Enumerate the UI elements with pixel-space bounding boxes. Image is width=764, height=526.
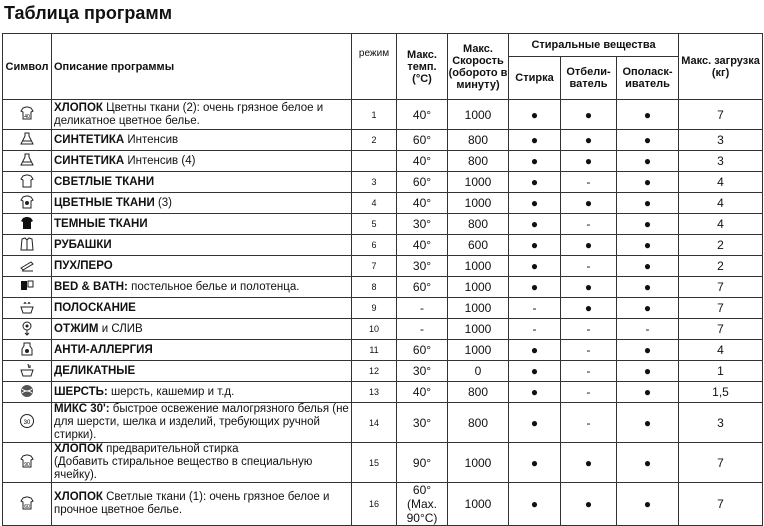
symbol-cell bbox=[3, 172, 52, 193]
load-cell: 3 bbox=[679, 151, 763, 172]
program-description: постельное белье и полотенца. bbox=[127, 280, 300, 293]
load-cell: 4 bbox=[679, 193, 763, 214]
temp-value: 40° bbox=[412, 196, 432, 210]
bleach-cell: - bbox=[561, 214, 617, 235]
svg-text:30: 30 bbox=[23, 420, 31, 426]
speed-cell: 800 bbox=[448, 403, 509, 443]
mode-cell: 15 bbox=[352, 443, 397, 483]
mix-30-icon bbox=[19, 413, 35, 429]
soft-cell: ● bbox=[617, 298, 679, 319]
temp-cell bbox=[397, 214, 448, 235]
symbol-cell bbox=[3, 319, 52, 340]
load-cell: 4 bbox=[679, 214, 763, 235]
bleach-cell: ● bbox=[561, 151, 617, 172]
description-cell bbox=[52, 483, 352, 526]
bleach-cell: - bbox=[561, 403, 617, 443]
speed-cell: 1000 bbox=[448, 319, 509, 340]
temp-value: 30° bbox=[412, 415, 432, 430]
temp-value: - bbox=[420, 301, 424, 315]
programs-table bbox=[2, 33, 763, 526]
program-name: ХЛОПОК bbox=[54, 101, 103, 114]
description-cell bbox=[52, 172, 352, 193]
header-description: Описание программы bbox=[52, 34, 352, 100]
load-cell: 3 bbox=[679, 403, 763, 443]
dark-fabrics-icon bbox=[19, 215, 35, 231]
soft-cell: ● bbox=[617, 277, 679, 298]
symbol-cell bbox=[3, 361, 52, 382]
program-name: ХЛОПОК bbox=[54, 443, 103, 455]
speed-cell: 1000 bbox=[448, 298, 509, 319]
temp-value: 30° bbox=[412, 259, 432, 273]
mode-cell: 11 bbox=[352, 340, 397, 361]
bleach-cell: - bbox=[561, 172, 617, 193]
rinse-icon bbox=[19, 299, 35, 315]
speed-cell: 1000 bbox=[448, 100, 509, 130]
symbol-cell bbox=[3, 483, 52, 526]
symbol-cell bbox=[3, 443, 52, 483]
program-description: Интенсив (4) bbox=[124, 154, 196, 167]
soft-cell: ● bbox=[617, 235, 679, 256]
program-description: Интенсив bbox=[124, 133, 179, 146]
synthetic-icon bbox=[19, 152, 35, 168]
delicates-icon bbox=[19, 362, 35, 378]
temp-cell bbox=[397, 151, 448, 172]
soft-cell: ● bbox=[617, 151, 679, 172]
table-row bbox=[3, 172, 763, 193]
temp-value: 40° bbox=[412, 238, 432, 252]
mode-cell: 12 bbox=[352, 361, 397, 382]
mode-cell: 8 bbox=[352, 277, 397, 298]
description-cell bbox=[52, 298, 352, 319]
header-bleach: Отбели-ватель bbox=[561, 57, 617, 100]
program-description: предварительной стирка bbox=[102, 443, 239, 455]
colored-fabrics-icon bbox=[19, 194, 35, 210]
bleach-cell: - bbox=[561, 319, 617, 340]
description-cell bbox=[52, 340, 352, 361]
table-row bbox=[3, 256, 763, 277]
soft-cell: ● bbox=[617, 382, 679, 403]
temp-cell bbox=[397, 382, 448, 403]
program-name: СИНТЕТИКА bbox=[54, 133, 125, 146]
mode-cell: 3 bbox=[352, 172, 397, 193]
table-row bbox=[3, 319, 763, 340]
speed-cell: 1000 bbox=[448, 483, 509, 526]
mode-cell: 4 bbox=[352, 193, 397, 214]
description-cell bbox=[52, 443, 352, 483]
mode-cell: 9 bbox=[352, 298, 397, 319]
load-cell: 4 bbox=[679, 172, 763, 193]
speed-cell: 800 bbox=[448, 151, 509, 172]
program-name: ШЕРСТЬ: bbox=[54, 385, 108, 398]
table-row bbox=[3, 214, 763, 235]
table-row bbox=[3, 443, 763, 483]
table-row bbox=[3, 151, 763, 172]
table-row bbox=[3, 235, 763, 256]
bleach-cell: - bbox=[561, 361, 617, 382]
symbol-cell bbox=[3, 277, 52, 298]
temp-cell bbox=[397, 403, 448, 443]
temp-cell bbox=[397, 340, 448, 361]
bleach-cell: ● bbox=[561, 277, 617, 298]
temp-value: 60° bbox=[412, 133, 432, 147]
table-row bbox=[3, 100, 763, 130]
header-softener: Ополаск-иватель bbox=[617, 57, 679, 100]
wash-cell: ● bbox=[509, 361, 561, 382]
description-cell bbox=[52, 277, 352, 298]
speed-cell: 600 bbox=[448, 235, 509, 256]
anti-allergy-icon bbox=[19, 341, 35, 357]
header-wash: Стирка bbox=[509, 57, 561, 100]
bleach-cell: ● bbox=[561, 193, 617, 214]
temp-cell bbox=[397, 298, 448, 319]
program-name: МИКС 30': bbox=[54, 403, 110, 415]
temp-cell bbox=[397, 277, 448, 298]
soft-cell: ● bbox=[617, 214, 679, 235]
program-name: СВЕТЛЫЕ ТКАНИ bbox=[54, 175, 155, 188]
program-name: ЦВЕТНЫЕ ТКАНИ bbox=[54, 196, 155, 209]
program-description: Цветны ткани (2): очень грязное белое и деликатное цветное белье. bbox=[54, 101, 324, 127]
wash-cell: ● bbox=[509, 483, 561, 526]
soft-cell: ● bbox=[617, 340, 679, 361]
svg-text:60: 60 bbox=[24, 503, 30, 510]
temp-value: 30° bbox=[412, 364, 432, 378]
load-cell: 1 bbox=[679, 361, 763, 382]
program-description: шерсть, кашемир и т.д. bbox=[107, 385, 235, 398]
wash-cell: ● bbox=[509, 151, 561, 172]
soft-cell: ● bbox=[617, 361, 679, 382]
mode-cell: 14 bbox=[352, 403, 397, 443]
mode-cell: 10 bbox=[352, 319, 397, 340]
svg-text:90: 90 bbox=[24, 462, 30, 468]
load-cell: 4 bbox=[679, 340, 763, 361]
temp-value: 60° bbox=[412, 175, 432, 189]
speed-cell: 1000 bbox=[448, 172, 509, 193]
svg-text:40: 40 bbox=[24, 114, 30, 120]
speed-cell: 1000 bbox=[448, 256, 509, 277]
table-row bbox=[3, 403, 763, 443]
bleach-cell: ● bbox=[561, 100, 617, 130]
table-row bbox=[3, 483, 763, 526]
description-cell bbox=[52, 403, 352, 443]
symbol-cell bbox=[3, 340, 52, 361]
table-row bbox=[3, 361, 763, 382]
bleach-cell: - bbox=[561, 382, 617, 403]
description-cell bbox=[52, 319, 352, 340]
program-description: быстрое освежение малогрязного белья (не для шерсти, шелка и изделий, требующих ручной стирки). bbox=[54, 403, 349, 441]
temp-cell bbox=[397, 256, 448, 277]
program-name: ТЕМНЫЕ ТКАНИ bbox=[54, 217, 148, 230]
temp-cell bbox=[397, 235, 448, 256]
mode-cell: 1 bbox=[352, 100, 397, 130]
mode-cell: 2 bbox=[352, 130, 397, 151]
wool-icon bbox=[19, 383, 35, 399]
header-max-speed: Макс. Скорость (оборото в минуту) bbox=[448, 34, 509, 100]
speed-cell: 1000 bbox=[448, 193, 509, 214]
program-name: ДЕЛИКАТНЫЕ bbox=[54, 364, 136, 377]
temp-cell bbox=[397, 100, 448, 130]
wash-cell: ● bbox=[509, 193, 561, 214]
soft-cell: ● bbox=[617, 172, 679, 193]
temp-value: 30° bbox=[412, 217, 432, 231]
wash-cell: - bbox=[509, 319, 561, 340]
description-cell bbox=[52, 361, 352, 382]
header-mode: режим bbox=[352, 34, 397, 100]
temp-value: 40° bbox=[412, 154, 432, 168]
temp-value: - bbox=[420, 322, 424, 336]
wash-cell: ● bbox=[509, 340, 561, 361]
soft-cell: ● bbox=[617, 403, 679, 443]
description-cell bbox=[52, 100, 352, 130]
load-cell: 2 bbox=[679, 256, 763, 277]
soft-cell: ● bbox=[617, 100, 679, 130]
temp-cell bbox=[397, 172, 448, 193]
program-name: ПОЛОСКАНИЕ bbox=[54, 301, 136, 314]
program-name: ХЛОПОК bbox=[54, 491, 103, 503]
program-description: (3) bbox=[154, 196, 172, 209]
load-cell: 7 bbox=[679, 277, 763, 298]
temp-cell bbox=[397, 319, 448, 340]
cotton-40-icon bbox=[19, 105, 35, 121]
bed-bath-icon bbox=[19, 278, 35, 294]
table-row bbox=[3, 340, 763, 361]
symbol-cell bbox=[3, 130, 52, 151]
wash-cell: ● bbox=[509, 214, 561, 235]
speed-cell: 800 bbox=[448, 382, 509, 403]
program-name: ОТЖИМ bbox=[54, 322, 99, 335]
program-name: РУБАШКИ bbox=[54, 238, 112, 251]
description-cell bbox=[52, 130, 352, 151]
speed-cell: 1000 bbox=[448, 277, 509, 298]
bleach-cell: - bbox=[561, 340, 617, 361]
description-cell bbox=[52, 193, 352, 214]
description-cell bbox=[52, 214, 352, 235]
program-name: АНТИ-АЛЛЕРГИЯ bbox=[54, 343, 153, 356]
synthetic-icon bbox=[19, 131, 35, 147]
load-cell: 2 bbox=[679, 235, 763, 256]
wash-cell: ● bbox=[509, 256, 561, 277]
bleach-cell: ● bbox=[561, 235, 617, 256]
page-title: Таблица программ bbox=[4, 3, 173, 23]
cotton-prewash-icon bbox=[19, 453, 35, 469]
bleach-cell: - bbox=[561, 256, 617, 277]
load-cell: 7 bbox=[679, 483, 763, 526]
load-cell: 7 bbox=[679, 319, 763, 340]
table-row bbox=[3, 277, 763, 298]
wash-cell: ● bbox=[509, 130, 561, 151]
soft-cell: ● bbox=[617, 130, 679, 151]
mode-cell: 13 bbox=[352, 382, 397, 403]
mode-cell bbox=[352, 151, 397, 172]
program-name: BED & BATH: bbox=[54, 280, 128, 293]
light-fabrics-icon bbox=[19, 173, 35, 189]
shirts-icon bbox=[19, 236, 35, 252]
header-symbol: Символ bbox=[3, 34, 52, 100]
description-cell bbox=[52, 382, 352, 403]
symbol-cell bbox=[3, 298, 52, 319]
temp-note: (Max. 90°C) bbox=[406, 497, 438, 525]
wash-cell: ● bbox=[509, 100, 561, 130]
soft-cell: ● bbox=[617, 256, 679, 277]
wash-cell: ● bbox=[509, 235, 561, 256]
temp-value: 40° bbox=[412, 385, 432, 399]
symbol-cell bbox=[3, 100, 52, 130]
temp-value: 40° bbox=[412, 107, 432, 122]
bleach-cell: ● bbox=[561, 298, 617, 319]
symbol-cell bbox=[3, 235, 52, 256]
table-row bbox=[3, 298, 763, 319]
table-row bbox=[3, 193, 763, 214]
wash-cell: ● bbox=[509, 382, 561, 403]
bleach-cell: ● bbox=[561, 130, 617, 151]
table-row bbox=[3, 382, 763, 403]
table-row bbox=[3, 130, 763, 151]
soft-cell: ● bbox=[617, 193, 679, 214]
symbol-cell bbox=[3, 214, 52, 235]
symbol-cell bbox=[3, 151, 52, 172]
soft-cell: ● bbox=[617, 443, 679, 483]
header-detergents: Стиральные вещества bbox=[509, 34, 679, 57]
program-note: (Добавить стиральное вещество в специальную ячейку). bbox=[54, 456, 313, 481]
symbol-cell bbox=[3, 403, 52, 443]
wash-cell: ● bbox=[509, 277, 561, 298]
temp-cell bbox=[397, 443, 448, 483]
description-cell bbox=[52, 151, 352, 172]
speed-cell: 800 bbox=[448, 130, 509, 151]
temp-value: 60° bbox=[412, 343, 432, 357]
header-max-temp: Макс. темп. (°C) bbox=[397, 34, 448, 100]
load-cell: 7 bbox=[679, 100, 763, 130]
load-cell: 7 bbox=[679, 298, 763, 319]
temp-cell bbox=[397, 361, 448, 382]
temp-value: 60° bbox=[412, 483, 432, 497]
speed-cell: 1000 bbox=[448, 340, 509, 361]
bleach-cell: ● bbox=[561, 443, 617, 483]
mode-cell: 6 bbox=[352, 235, 397, 256]
soft-cell: ● bbox=[617, 483, 679, 526]
mode-cell: 5 bbox=[352, 214, 397, 235]
program-name: ПУХ/ПЕРО bbox=[54, 259, 113, 272]
header-max-load: Макс. загрузка (кг) bbox=[679, 34, 763, 100]
load-cell: 1,5 bbox=[679, 382, 763, 403]
spin-drain-icon bbox=[19, 320, 35, 336]
mode-cell: 7 bbox=[352, 256, 397, 277]
load-cell: 3 bbox=[679, 130, 763, 151]
soft-cell: - bbox=[617, 319, 679, 340]
program-description: и СЛИВ bbox=[98, 322, 143, 335]
symbol-cell bbox=[3, 382, 52, 403]
temp-cell bbox=[397, 193, 448, 214]
down-feather-icon bbox=[19, 257, 35, 273]
cotton-60-icon bbox=[19, 495, 35, 511]
speed-cell: 800 bbox=[448, 214, 509, 235]
wash-cell: - bbox=[509, 298, 561, 319]
description-cell bbox=[52, 235, 352, 256]
temp-value: 60° bbox=[412, 280, 432, 294]
temp-cell bbox=[397, 130, 448, 151]
description-cell bbox=[52, 256, 352, 277]
symbol-cell bbox=[3, 256, 52, 277]
program-description: Светлые ткани (1): очень грязное белое и прочное цветное белье. bbox=[54, 491, 330, 516]
symbol-cell bbox=[3, 193, 52, 214]
wash-cell: ● bbox=[509, 172, 561, 193]
temp-cell bbox=[397, 483, 448, 526]
speed-cell: 1000 bbox=[448, 443, 509, 483]
wash-cell: ● bbox=[509, 443, 561, 483]
speed-cell: 0 bbox=[448, 361, 509, 382]
temp-value: 90° bbox=[412, 455, 432, 470]
mode-cell: 16 bbox=[352, 483, 397, 526]
program-name: СИНТЕТИКА bbox=[54, 154, 125, 167]
bleach-cell: ● bbox=[561, 483, 617, 526]
wash-cell: ● bbox=[509, 403, 561, 443]
load-cell: 7 bbox=[679, 443, 763, 483]
